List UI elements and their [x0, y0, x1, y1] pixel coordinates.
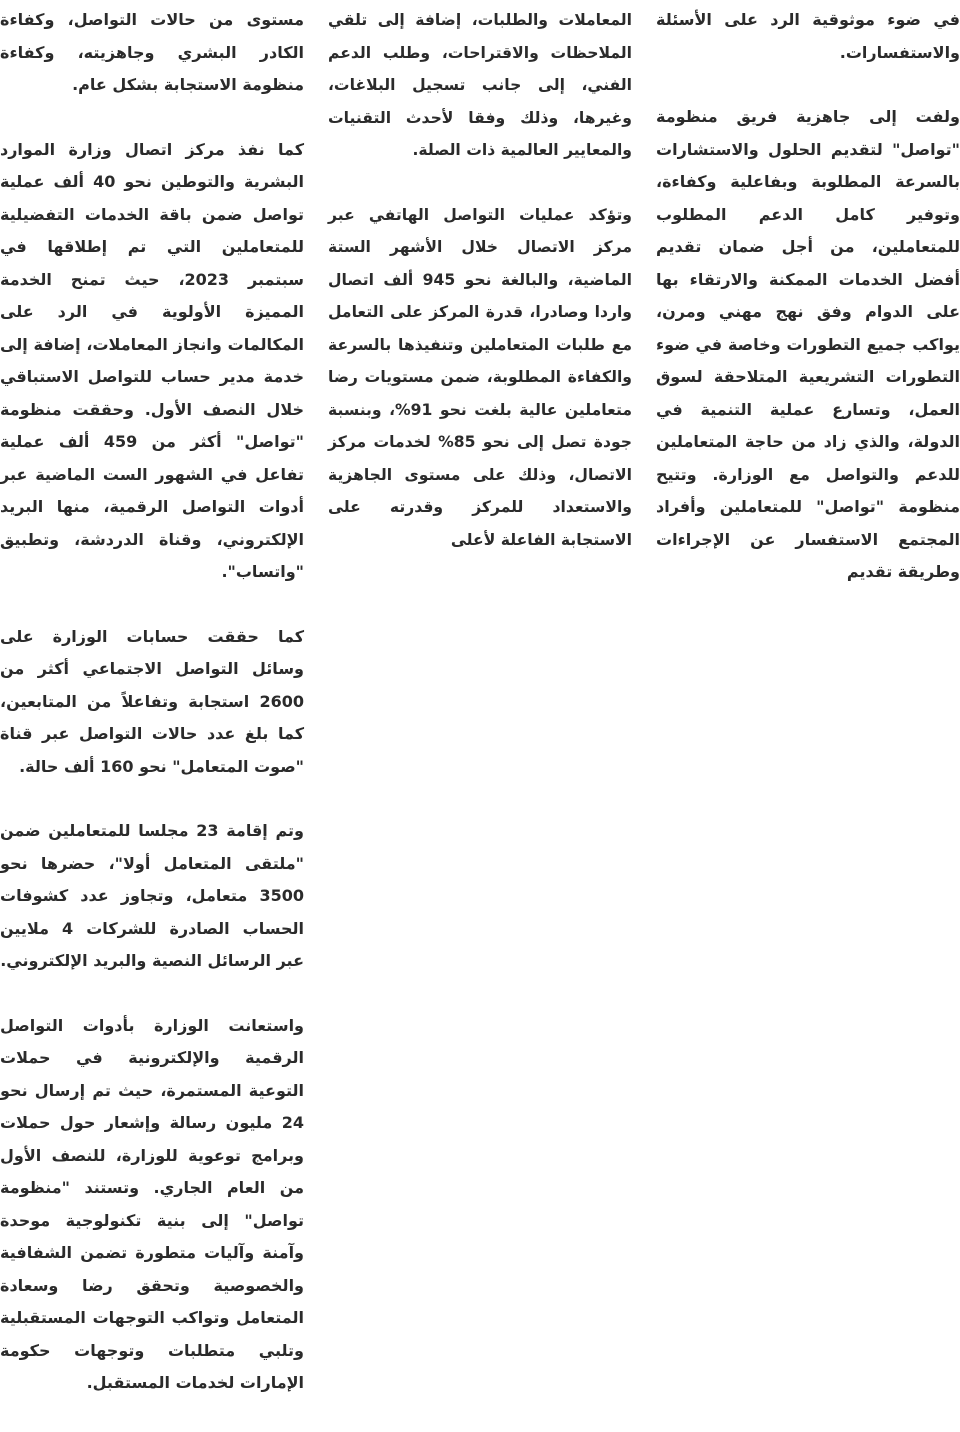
article-column-right [656, 4, 960, 621]
paragraph: المعاملات والطلبات، إضافة إلى تلقي الملاحظات والاقتراحات، وطلب الدعم الفني، إلى جانب تسجيل البلاغات، وغيرها، وذلك وفقا لأحدث التقنيات والمعايير العالمية ذات الصلة. [328, 11, 632, 159]
paragraph: وتم إقامة 23 مجلسا للمتعاملين ضمن "ملتقى المتعامل أولا"، حضرها نحو 3500 متعامل، وتجاوز عدد كشوفات الحساب الصادرة للشركات 4 ملايين عبر الرسائل النصية والبريد الإلكتروني. [0, 821, 305, 970]
paragraph: مستوى من حالات التواصل، وكفاءة الكادر البشري وجاهزيته، وكفاءة منظومة الاستجابة بشكل عام. [0, 10, 304, 94]
paragraph: كما نفذ مركز اتصال وزارة الموارد البشرية والتوطين نحو 40 ألف عملية تواصل ضمن باقة الخدمات التفضيلية للمتعاملين التي تم إطلاقها في سبتمبر 2023، حيث تمنح الخدمة المميزة الأولوية في الرد على المكالمات وانجاز المعاملات، إضافة إلى خدمة مدير حساب للتواصل الاستباقي خلال النصف الأول. وحققت منظومة "تواصل" أكثر من 459 ألف عملية تفاعل في الشهور الست الماضية عبر أدوات التواصل الرقمية، منها البريد الإلكتروني، وقناة الدردشة، وتطبيق "واتساب". [0, 139, 305, 581]
paragraph: كما حققت حسابات الوزارة على وسائل التواصل الاجتماعي أكثر من 2600 استجابة وتفاعلاً من المتابعين، كما بلغ عدد حالات التواصل عبر قناة "صوت المتعامل" نحو 160 ألف حالة. [0, 626, 304, 776]
paragraph: وتؤكد عمليات التواصل الهاتفي عبر مركز الاتصال خلال الأشهر الستة الماضية، والبالغة نحو 945 ألف اتصال واردا وصادرا، قدرة المركز على التعامل مع طلبات المتعاملين وتنفيذها بالسرعة والكفاءة المطلوبة، ضمن مستويات رضا متعاملين عالية بلغت نحو 91%، وبنسبة جودة تصل إلى نحو 85% لخدمات مركز الاتصال، وذلك على مستوى الجاهزية والاستعداد للمركز وقدرته على الاستجابة الفاعلة لأعلى [328, 205, 632, 549]
paragraph: واستعانت الوزارة بأدوات التواصل الرقمية والإلكترونية في حملات التوعية المستمرة، حيث تم إرسال نحو 24 مليون رسالة وإشعار حول حملات وبرامج توعوية للوزارة، للنصف الأول من العام الجاري. وتستند "منظومة تواصل" إلى بنية تكنولوجية موحدة وآمنة وآليات متطورة تضمن الشفافية والخصوصية وتحقق رضا وسعادة المتعامل وتواكب التوجهات المستقبلية وتلبي متطلبات وتوجهات حكومة الإمارات لخدمات المستقبل. [0, 1015, 304, 1392]
paragraph: ولفت إلى جاهزية فريق منظومة "تواصل" لتقديم الحلول والاستشارات بالسرعة المطلوبة وبفاعلية وكفاءة، وتوفير كامل الدعم المطلوب للمتعاملين، من أجل ضمان تقديم أفضل الخدمات الممكنة والارتقاء بها على الدوام وفق نهج مهني ومرن، يواكب جميع التطورات وخاصة في ضوء التطورات التشريعية المتلاحقة لسوق العمل، وتسارع عملية التنمية في الدولة، والذي زاد من حاجة المتعاملين للدعم والتواصل مع الوزارة. وتتيح منظومة "تواصل" للمتعاملين وأفراد المجتمع الاستفسار عن الإجراءات وطريقة تقديم [656, 107, 960, 581]
article-column-left [0, 4, 304, 1432]
paragraph: في ضوء موثوقية الرد على الأسئلة والاستفسارات. [656, 10, 960, 62]
article-column-middle [328, 4, 632, 588]
